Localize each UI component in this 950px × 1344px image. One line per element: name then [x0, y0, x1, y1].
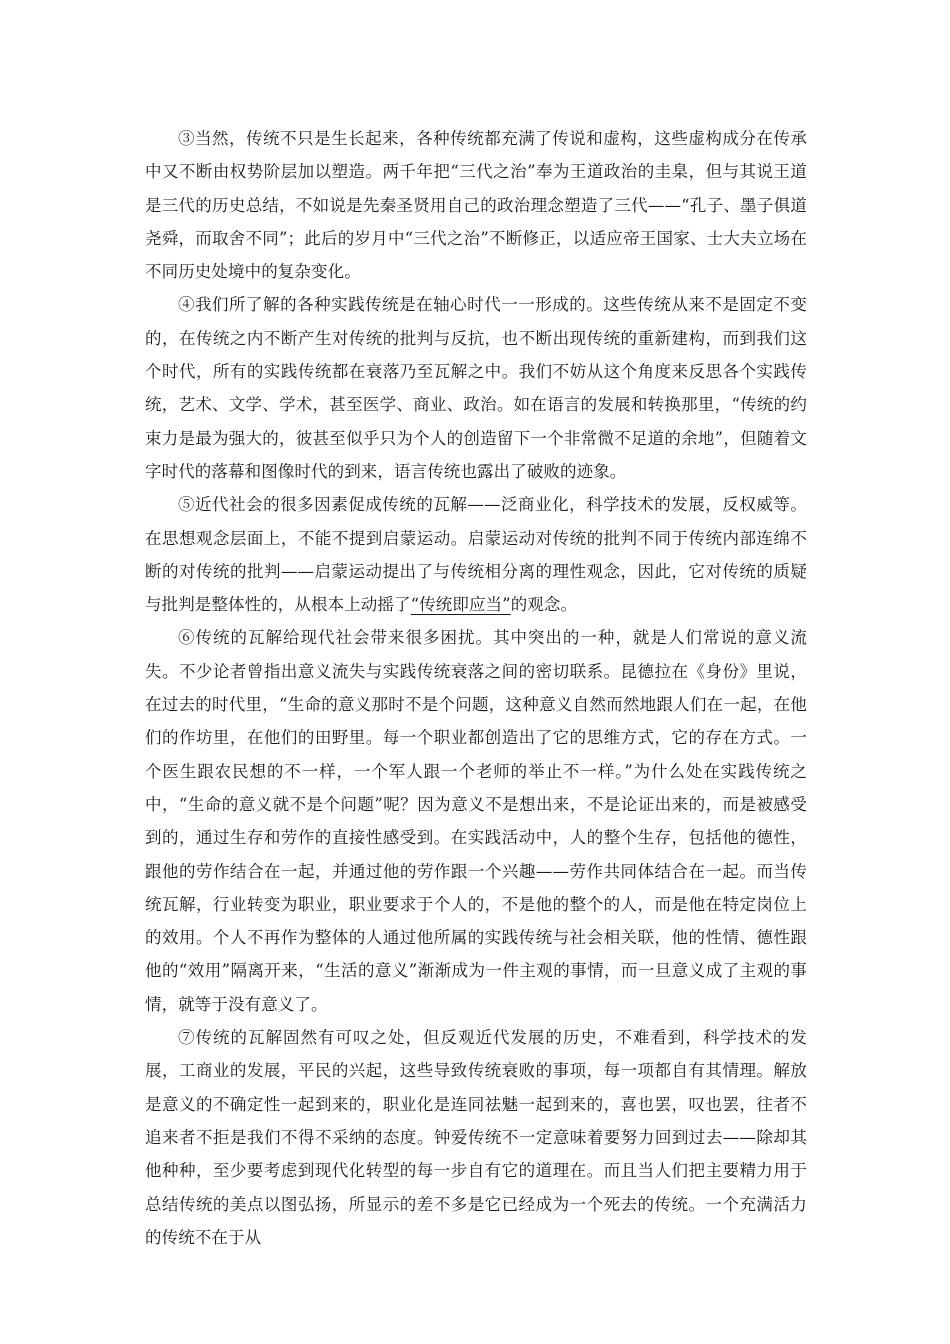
paragraph-5-text-after: 的观念。	[510, 595, 578, 615]
paragraph-5	[145, 488, 807, 621]
paragraph-6: ⑥传统的瓦解给现代社会带来很多困扰。其中突出的一种，就是人们常说的意义流失。不少论者曾指出意义流失与实践传统衰落之间的密切联系。昆德拉在《身份》里说，在过去的时代里，“生命的意义那时不是个问题，这种意义自然而然地跟人们在一起，在他们的作坊里，在他们的田野里。每一个职业都创造出了它的思维方式，它的存在方式。一个医生跟农民想的不一样，一个军人跟一个老师的举止不一样。”为什么处在实践传统之中，“生命的意义就不是个问题”呢？因为意义不是想出来，不是论证出来的，而是被感受到的，通过生存和劳作的直接性感受到。在实践活动中，人的整个生存，包括他的德性，跟他的劳作结合在一起，并通过他的劳作跟一个兴趣——劳作共同体结合在一起。而当传统瓦解，行业转变为职业，职业要求于个人的，不是他的整个的人，而是他在特定岗位上的效用。个人不再作为整体的人通过他所属的实践传统与社会相关联，他的性情、德性跟他的“效用”隔离开来，“生活的意义”渐渐成为一件主观的事情，而一旦意义成了主观的事情，就等于没有意义了。	[145, 628, 807, 1014]
paragraph-7: ⑦传统的瓦解固然有可叹之处，但反观近代发展的历史，不难看到，科学技术的发展，工商业的发展，平民的兴起，这些导致传统衰败的事项，每一项都自有其情理。解放是意义的不确定性一起到来的，职业化是连同祛魅一起到来的，喜也罢，叹也罢，往者不追来者不拒是我们不得不采纳的态度。钟爱传统不一定意味着要努力回到过去——除却其他种种，至少要考虑到现代化转型的每一步自有它的道理在。而且当人们把主要精力用于总结传统的美点以图弘扬，所显示的差不多是它已经成为一个死去的传统。一个充满活力的传统不在于从	[145, 1028, 807, 1247]
document-page	[145, 122, 807, 1254]
paragraph-5-text-before: ⑤近代社会的很多因素促成传统的瓦解——泛商业化，科学技术的发展，反权威等。在思想观念层面上，不能不提到启蒙运动。启蒙运动对传统的批判不同于传统内部连绵不断的对传统的批判——启蒙运动提出了与传统相分离的理性观念，因此，它对传统的质疑与批判是整体性的，从根本上动摇了	[145, 495, 807, 615]
paragraph-4: ④我们所了解的各种实践传统是在轴心时代一一形成的。这些传统从来不是固定不变的，在传统之内不断产生对传统的批判与反抗，也不断出现传统的重新建构，而到我们这个时代，所有的实践传统都在衰落乃至瓦解之中。我们不妨从这个角度来反思各个实践传统，艺术、文学、学术，甚至医学、商业、政治。如在语言的发展和转换那里，“传统的约束力是最为强大的，彼甚至似乎只为个人的创造留下一个非常微不足道的余地”，但随着文字时代的落幕和图像时代的到来，语言传统也露出了破败的迹象。	[145, 295, 807, 481]
paragraph-3: ③当然，传统不只是生长起来，各种传统都充满了传说和虚构，这些虚构成分在传承中又不断由权势阶层加以塑造。两千年把“三代之治”奉为王道政治的圭臬，但与其说王道是三代的历史总结，不如说是先秦圣贤用自己的政治理念塑造了三代——“孔子、墨子俱道尧舜，而取舍不同”；此后的岁月中“三代之治”不断修正，以适应帝王国家、士大夫立场在不同历史处境中的复杂变化。	[145, 129, 807, 282]
underlined-phrase: “传统即应当”	[410, 595, 511, 615]
